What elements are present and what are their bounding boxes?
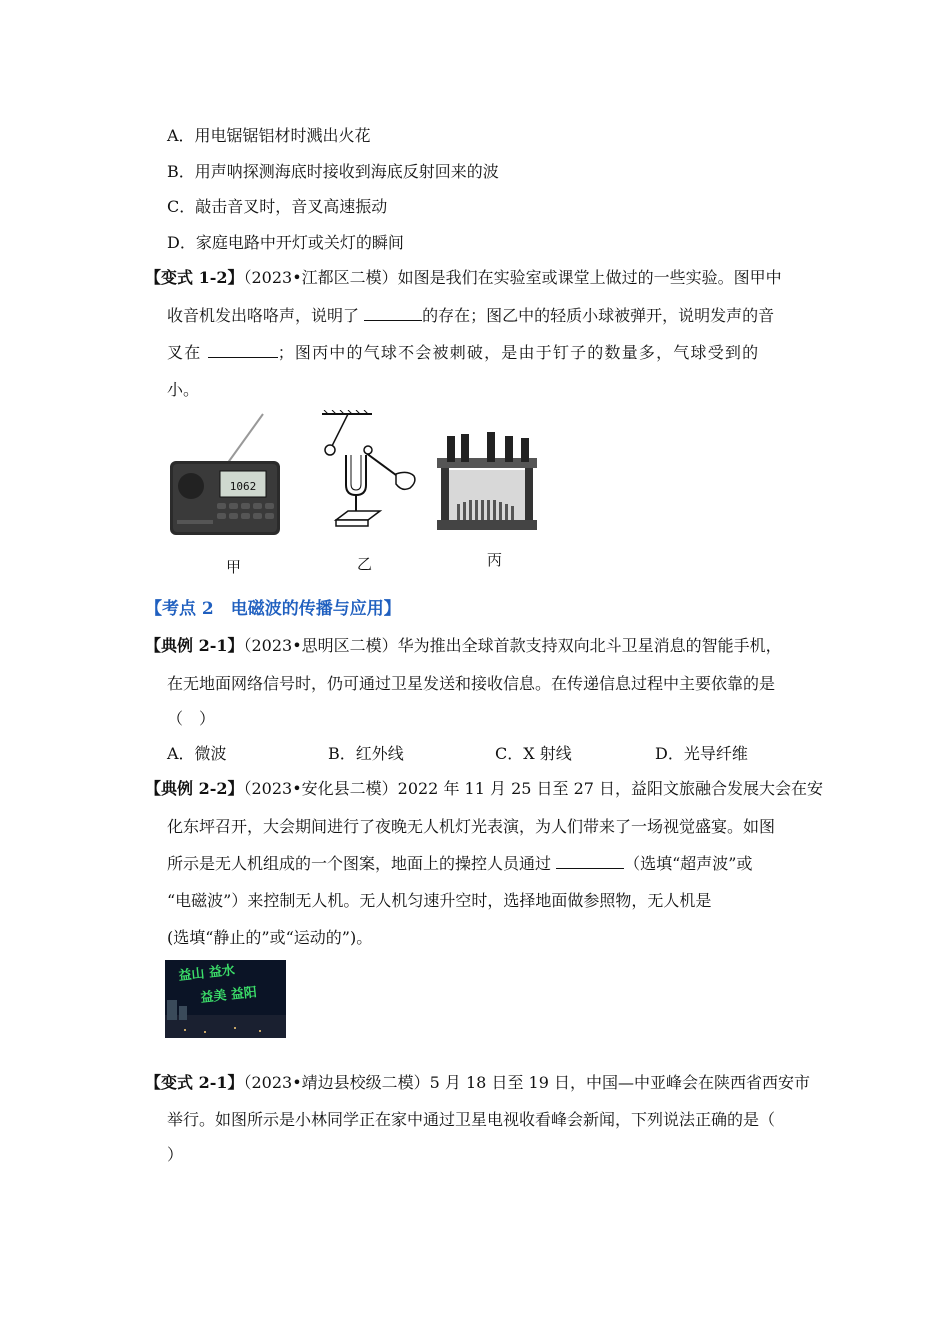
tuning-fork-icon: [318, 410, 423, 535]
answer-blank[interactable]: [556, 852, 624, 869]
variant-1-2-line4: 小。: [167, 380, 200, 399]
example-2-2-line4: “电磁波”）来控制无人机。无人机匀速升空时，选择地面做参照物，无人机是: [167, 891, 712, 910]
answer-blank[interactable]: [208, 341, 278, 358]
variant-2-1-line3: ）: [167, 1145, 184, 1164]
example-2-2-line5: (选填“静止的”或“运动的”)。: [167, 928, 373, 947]
example-2-1-option-c: C．X 射线: [495, 744, 572, 763]
option-d: D．家庭电路中开灯或关灯的瞬间: [167, 233, 404, 252]
section-heading: 【考点 2 电磁波的传播与应用】: [145, 599, 401, 619]
variant-1-2-line1: 【变式 1-2】（2023•江都区二模）如图是我们在实验室或课堂上做过的一些实验。图甲中: [145, 268, 782, 287]
radio-icon: [165, 408, 290, 538]
example-2-1-option-d: D．光导纤维: [655, 744, 748, 763]
option-a: A．用电锯锯铝材时溅出火花: [167, 126, 371, 145]
variant-2-1-line2: 举行。如图所示是小林同学正在家中通过卫星电视收看峰会新闻，下列说法正确的是（: [167, 1110, 776, 1129]
option-c: C．敲击音叉时，音叉高速振动: [167, 197, 388, 216]
nail-board-icon: [435, 428, 540, 533]
example-2-1-tag: 【典例 2-1】: [145, 636, 244, 655]
variant-1-2-line2: 收音机发出咯咯声，说明了 的存在；图乙中的轻质小球被弹开，说明发声的音: [167, 306, 775, 325]
variant-2-1-line1: 【变式 2-1】（2023•靖边县校级二模）5 月 18 日至 19 日，中国—中亚峰会在陕西省西安市: [145, 1073, 810, 1092]
drone-text-1: 益山 益水: [177, 963, 236, 984]
radio-display: 1062: [229, 480, 257, 493]
example-2-1-line1: 【典例 2-1】（2023•思明区二模）华为推出全球首款支持双向北斗卫星消息的智能手机，: [145, 636, 782, 655]
caption-jia: 甲: [226, 558, 242, 576]
example-2-2-line3: 所示是无人机组成的一个图案，地面上的操控人员通过 （选填“超声波”或: [167, 854, 753, 873]
caption-bing: 丙: [487, 551, 503, 569]
nail-board-figure: [435, 428, 540, 533]
radio-figure: [165, 408, 290, 538]
option-b: B．用声呐探测海底时接收到海底反射回来的波: [167, 162, 499, 181]
answer-blank[interactable]: [364, 304, 422, 321]
example-2-2-line2: 化东坪召开，大会期间进行了夜晚无人机灯光表演，为人们带来了一场视觉盛宴。如图: [167, 817, 776, 836]
tuning-fork-figure: [318, 410, 423, 535]
variant-1-2-tag: 【变式 1-2】: [145, 268, 244, 287]
example-2-1-option-a: A．微波: [167, 744, 227, 763]
caption-yi: 乙: [357, 555, 373, 573]
example-2-1-line2: 在无地面网络信号时，仍可通过卫星发送和接收信息。在传递信息过程中主要依靠的是: [167, 674, 776, 693]
example-2-2-tag: 【典例 2-2】: [145, 779, 244, 798]
variant-2-1-tag: 【变式 2-1】: [145, 1073, 244, 1092]
drone-show-photo: [165, 960, 286, 1038]
example-2-1-option-b: B．红外线: [328, 744, 404, 763]
example-2-2-line1: 【典例 2-2】（2023•安化县二模）2022 年 11 月 25 日至 27 日，益阳文旅融合发展大会在安: [145, 779, 824, 798]
drone-text-2: 益美 益阳: [199, 985, 258, 1006]
variant-1-2-line3: 叉在 ；图丙中的气球不会被刺破，是由于钉子的数量多，气球受到的: [167, 343, 760, 362]
example-2-1-line3: （ ）: [167, 709, 216, 728]
